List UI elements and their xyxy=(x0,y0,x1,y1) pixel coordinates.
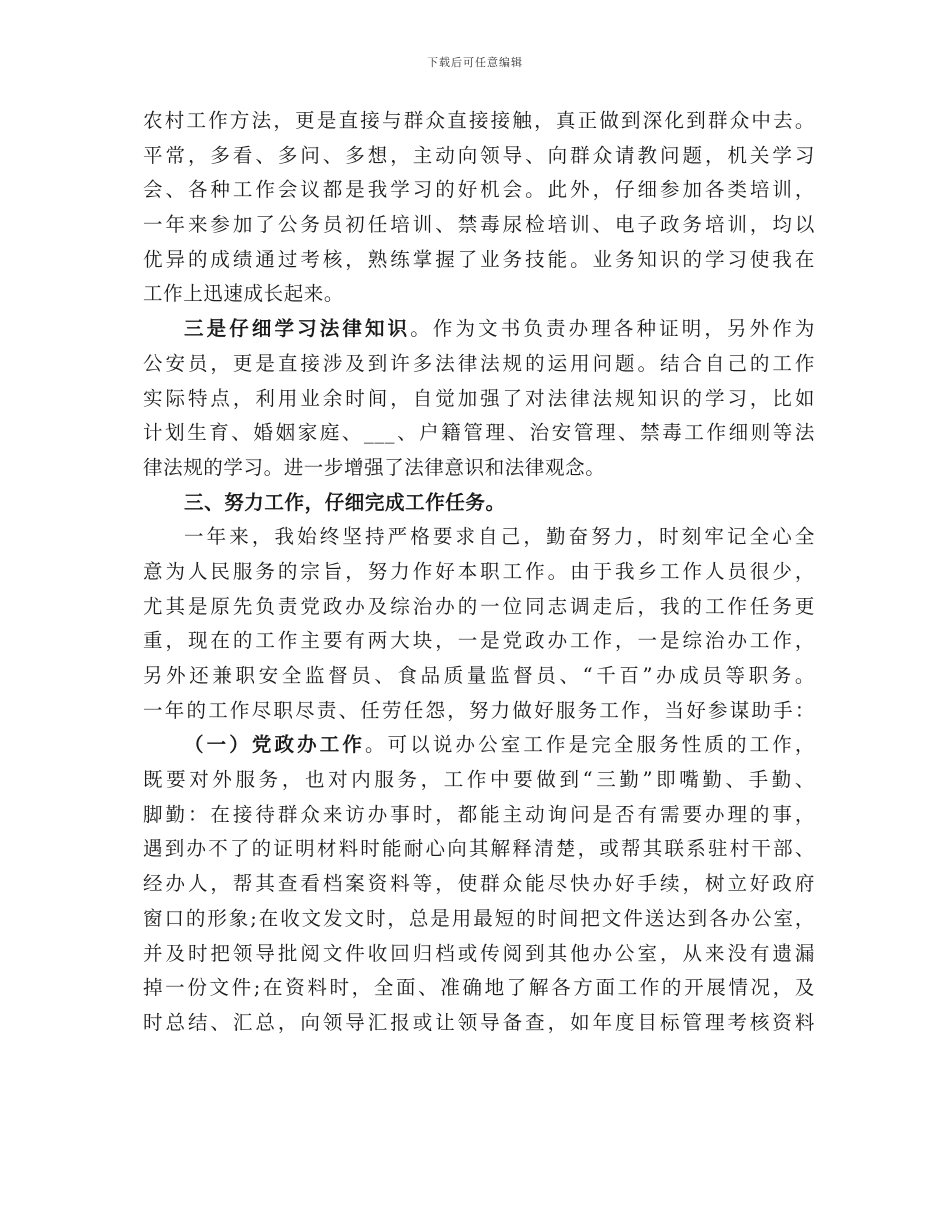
text-line xyxy=(143,520,815,555)
line-text: 会、各种工作会议都是我学习的好机会。此外，仔细参加各类培训， xyxy=(143,178,815,202)
text-line xyxy=(143,763,815,798)
line-text: 并及时把领导批阅文件收回归档或传阅到其他办公室，从来没有遗漏 xyxy=(143,941,815,965)
text-line xyxy=(143,798,815,833)
text-line xyxy=(143,104,815,139)
line-text: 优异的成绩通过考核，熟练掌握了业务技能。业务知识的学习使我在 xyxy=(143,247,815,271)
line-text: 实际特点，利用业余时间，自觉加强了对法律法规知识的学习，比如 xyxy=(143,386,815,410)
line-text: 窗口的形象;在收文发文时，总是用最短的时间把文件送达到各办公室， xyxy=(143,906,815,930)
page-header-note: 下载后可任意编辑 xyxy=(427,56,523,69)
bold-lead-text: 三是仔细学习法律知识 xyxy=(184,317,411,341)
line-text: 遇到办不了的证明材料时能耐心向其解释清楚，或帮其联系驻村干部、 xyxy=(143,837,815,861)
text-line xyxy=(143,139,815,174)
text-line xyxy=(143,277,815,312)
line-text: 另外还兼职安全监督员、食品质量监督员、“千百”办成员等职务。 xyxy=(143,664,815,687)
line-text: 脚勤：在接待群众来访办事时，都能主动询问是否有需要办理的事， xyxy=(143,802,815,826)
line-text: 时总结、汇总，向领导汇报或让领导备查，如年度目标管理考核资料 xyxy=(143,1010,815,1034)
text-line xyxy=(143,312,815,347)
line-text: 既要对外服务，也对内服务，工作中要做到“三勤”即嘴勤、手勤、 xyxy=(143,768,815,792)
text-line xyxy=(143,486,815,521)
line-text: 一年来，我始终坚持严格要求自己，勤奋努力，时刻牢记全心全 xyxy=(184,525,815,549)
text-line xyxy=(143,624,815,659)
line-text: 一年来参加了公务员初任培训、禁毒尿检培训、电子政务培训，均以 xyxy=(143,213,815,237)
text-line xyxy=(143,1006,815,1041)
text-line xyxy=(143,590,815,625)
line-text: 律法规的学习。进一步增强了法律意识和法律观念。 xyxy=(143,455,606,479)
line-text: 重，现在的工作主要有两大块，一是党政办工作，一是综治办工作， xyxy=(143,629,815,653)
text-line xyxy=(143,208,815,243)
line-text: 经办人，帮其查看档案资料等，使群众能尽快办好手续，树立好政府 xyxy=(143,872,815,896)
document-body xyxy=(143,104,815,1041)
line-text: 。可以说办公室工作是完全服务性质的工作， xyxy=(365,733,815,757)
text-line xyxy=(143,971,815,1006)
line-text: 工作上迅速成长起来。 xyxy=(143,282,345,306)
line-text: 农村工作方法，更是直接与群众直接接触，真正做到深化到群众中去。 xyxy=(143,109,815,132)
text-line xyxy=(143,832,815,867)
text-line xyxy=(143,659,815,694)
text-line xyxy=(143,937,815,972)
line-text: 尤其是原先负责党政办及综治办的一位同志调走后，我的工作任务更 xyxy=(143,594,815,618)
bold-lead-text: 三、努力工作，仔细完成工作任务。 xyxy=(184,490,506,514)
bold-lead-text: （一）党政办工作 xyxy=(184,733,365,757)
line-text: 掉一份文件;在资料时，全面、准确地了解各方面工作的开展情况，及 xyxy=(143,976,815,1000)
text-line xyxy=(143,728,815,763)
text-line xyxy=(143,867,815,902)
line-text: 计划生育、婚姻家庭、___、户籍管理、治安管理、禁毒工作细则等法 xyxy=(143,421,815,445)
text-line xyxy=(143,694,815,729)
text-line xyxy=(143,416,815,451)
line-text: 公安员，更是直接涉及到许多法律法规的运用问题。结合自己的工作 xyxy=(143,351,815,375)
line-text: 一年的工作尽职尽责、任劳任怨，努力做好服务工作，当好参谋助手： xyxy=(143,698,815,722)
line-text: 。作为文书负责办理各种证明，另外作为 xyxy=(410,317,815,341)
line-text: 平常，多看、多问、多想，主动向领导、向群众请教问题，机关学习 xyxy=(143,143,815,167)
text-line xyxy=(143,902,815,937)
text-line xyxy=(143,555,815,590)
text-line xyxy=(143,243,815,278)
text-line xyxy=(143,173,815,208)
line-text: 意为人民服务的宗旨，努力作好本职工作。由于我乡工作人员很少， xyxy=(143,559,815,583)
text-line xyxy=(143,451,815,486)
text-line xyxy=(143,347,815,382)
text-line xyxy=(143,382,815,417)
